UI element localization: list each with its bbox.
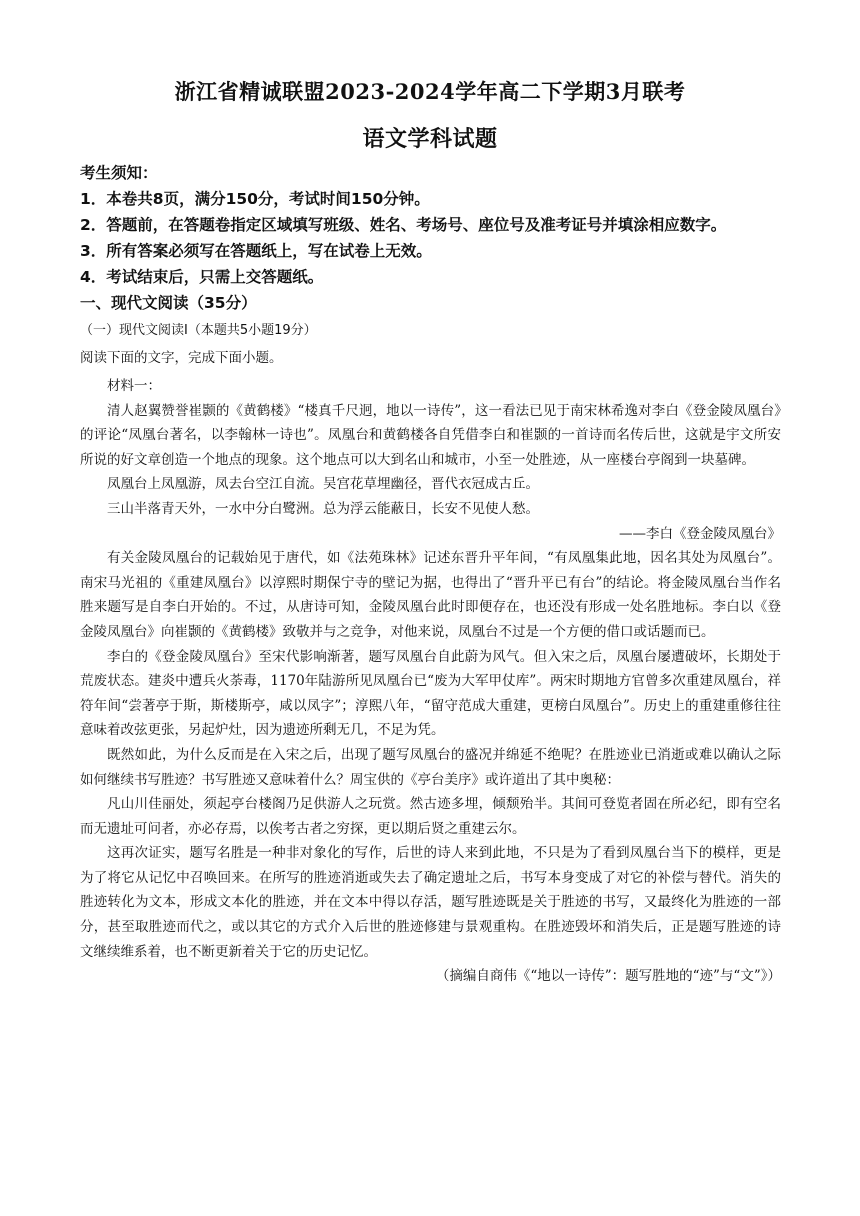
reading-material xyxy=(80,374,781,989)
poem-line: 三山半落青天外，一水中分白鹭洲。总为浮云能蔽日，长安不见使人愁。 xyxy=(107,500,539,517)
notes-item: 4．考试结束后，只需上交答题纸。 xyxy=(80,268,324,286)
material-label: 材料一： xyxy=(107,378,161,394)
paragraph: 有关金陵凤凰台的记载始见于唐代，如《法苑珠林》记述东晋升平年间，“有凤凰集此地，因名其处为凤凰台”。南宋马光祖的《重建凤凰台》以淳熙时期保宁寺的壁记为据，也得出了“晋升平已有台”的结论。将金陵凤凰台当作名胜来题写是自李白开始的。不过，从唐诗可知，金陵凤凰台此时即便存在，也还没有形成一处名胜地标。李白以《登金陵凤凰台》向崔颢的《黄鹤楼》致敬并与之竞争，对他来说，凤凰台不过是一个方便的借口或话题而已。 xyxy=(80,550,781,640)
paragraph: 李白的《登金陵凤凰台》至宋代影响渐著，题写凤凰台自此蔚为风气。但入宋之后，凤凰台屡遭破坏，长期处于荒废状态。建炎中遭兵火荼毒，1170年陆游所见凤凰台已“废为大军甲仗库”。两宋时期地方官曾多次重建凤凰台，祥符年间“尝著亭于斯，斯楼斯亭，咸以凤字”；淳熙八年，“留守范成大重建，更榜白凤凰台”。历史上的重建重修往往意味着改弦更张，另起炉灶，因为遗迹所剩无几，不足为凭。 xyxy=(80,648,781,739)
subsection-heading: （一）现代文阅读Ⅰ（本题共5小题19分） xyxy=(80,323,317,338)
section-heading: 一、现代文阅读（35分） xyxy=(80,294,257,312)
notes-item: 3．所有答案必须写在答题纸上，写在试卷上无效。 xyxy=(80,242,432,260)
poem-attribution: ——李白《登金陵凤凰台》 xyxy=(619,525,781,542)
paragraph: 清人赵翼赞誉崔颢的《黄鹤楼》“楼真千尺迥，地以一诗传”，这一看法已见于南宋林希逸对李白《登金陵凤凰台》的评论“凤凰台著名，以李翰林一诗也”。凤凰台和黄鹤楼各自凭借李白和崔颢的一首诗而名传后世，这就是宇文所安所说的好文章创造一个地点的现象。这个地点可以大到名山和城市，小至一处胜迹，从一座楼台亭阁到一块墓碑。 xyxy=(80,402,781,468)
exam-title: 浙江省精诚联盟2023-2024学年高二下学期3月联考 xyxy=(174,79,686,104)
source-citation: （摘编自商伟《“地以一诗传”：题写胜地的“迹”与“文”》） xyxy=(435,968,781,985)
reading-instruction: 阅读下面的文字，完成下面小题。 xyxy=(80,350,283,366)
exam-subtitle: 语文学科试题 xyxy=(362,126,498,152)
poem-line: 凤凰台上凤凰游，凤去台空江自流。吴宫花草埋幽径，晋代衣冠成古丘。 xyxy=(107,476,539,493)
paragraph: 既然如此，为什么反而是在入宋之后，出现了题写凤凰台的盛况并绵延不绝呢？在胜迹业已消逝或难以确认之际如何继续书写胜迹？书写胜迹又意味着什么？周宝供的《亭台美序》或许道出了其中奥秘： xyxy=(80,746,781,788)
quotation-paragraph: 凡山川佳丽处，须起亭台楼阁乃足供游人之玩赏。然古迹多埋，倾颓殆半。其间可登览者固在所必纪，即有空名而无遗址可问者，亦必存焉，以俟考古者之穷探，更以期后贤之重建云尔。 xyxy=(80,796,781,837)
candidate-notes xyxy=(80,160,800,316)
paragraph: 这再次证实，题写名胜是一种非对象化的写作，后世的诗人来到此地，不只是为了看到凤凰台当下的模样，更是为了将它从记忆中召唤回来。在所写的胜迹消逝或失去了确定遗址之后，书写本身变成了对它的补偿与替代。消失的胜迹转化为文本，形成文本化的胜迹，并在文本中得以存活，题写胜迹既是关于胜迹的书写，又最终化为胜迹的一部分，甚至取胜迹而代之，或以其它的方式介入后世的胜迹修建与景观重构。在胜迹毁坏和消失后，正是题写胜迹的诗文继续维系着，也不断更新着关于它的历史记忆。 xyxy=(80,845,781,960)
notes-item: 2．答题前，在答题卷指定区域填写班级、姓名、考场号、座位号及准考证号并填涂相应数字。 xyxy=(80,216,727,234)
notes-item: 1．本卷共8页，满分150分，考试时间150分钟。 xyxy=(80,190,430,208)
notes-heading: 考生须知： xyxy=(80,164,158,182)
